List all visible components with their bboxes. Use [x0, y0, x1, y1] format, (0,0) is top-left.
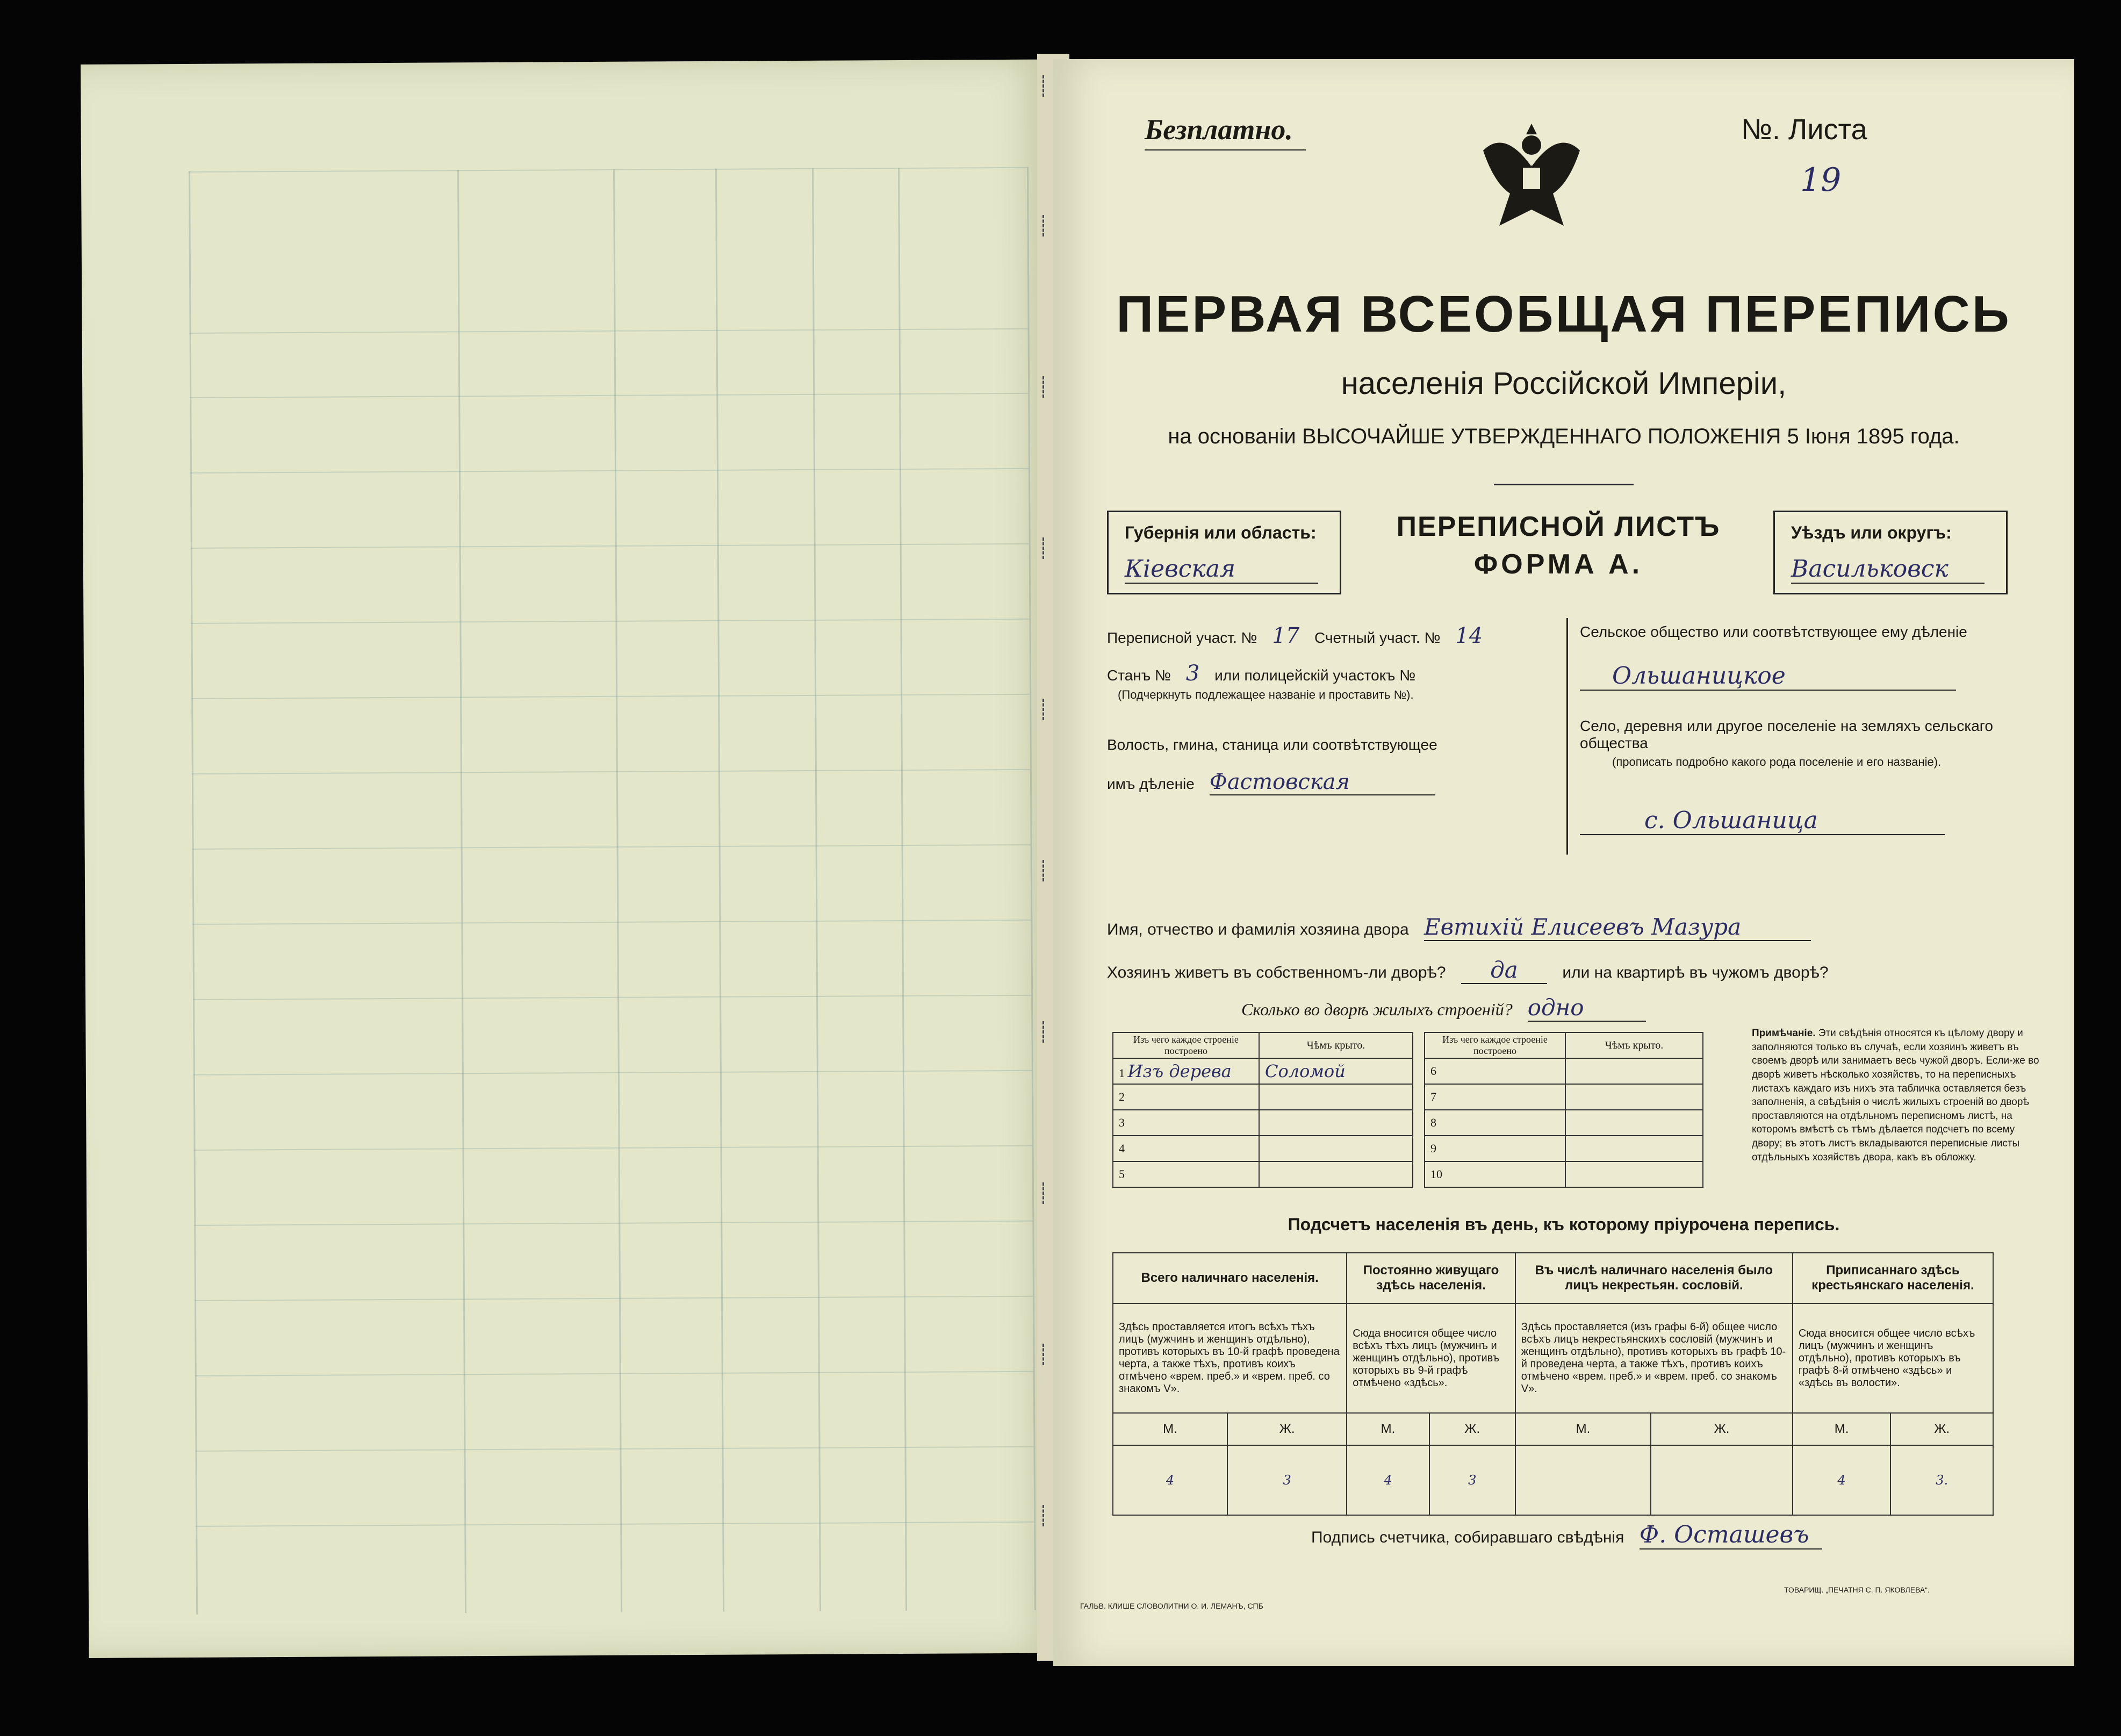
zh-label: Ж. [1227, 1413, 1347, 1445]
guberniya-box [1107, 511, 1341, 594]
col-material-header: Изъ чего каждое строеніе построено [1425, 1032, 1565, 1058]
buildings-table [1112, 1032, 1730, 1188]
left-fields [1107, 623, 1548, 795]
volost-label-2: имъ дѣленіе [1107, 776, 1195, 792]
left-page [81, 60, 1056, 1658]
volost-label-1: Волость, гмина, станица или соотвѣтствующее [1107, 736, 1437, 753]
stan-note: (Подчеркнуть подлежащее названіе и проставить №). [1118, 688, 1414, 701]
permanent-men: 4 [1347, 1445, 1429, 1515]
form-name: ФОРМА А. [1473, 549, 1643, 580]
grid-line [613, 169, 622, 1612]
col-registered-desc: Сюда вносится общее число всѣхъ лицъ (мужчинъ и женщинъ отдѣльно), противъ которыхъ въ графѣ 8-й отмѣчено «здѣсь» и «здѣсь въ волости». [1793, 1303, 1993, 1413]
grid-line [812, 168, 821, 1611]
legal-basis: на основаніи ВЫСОЧАЙШЕ УТВЕРЖДЕННАГО ПОЛОЖЕНІЯ 5 Іюня 1895 года. [1168, 425, 1960, 448]
total-men: 4 [1113, 1445, 1227, 1515]
count-district-value: 14 [1455, 623, 1483, 648]
census-count-heading: Подсчетъ населенія въ день, къ которому пріурочена перепись. [1288, 1215, 1840, 1234]
grid-line [715, 169, 724, 1612]
m-label: М. [1793, 1413, 1891, 1445]
buildings-row [1241, 994, 1646, 1022]
main-title: ПЕРВАЯ ВСЕОБЩАЯ ПЕРЕПИСЬ [1116, 285, 2011, 343]
table-row: 5 [1113, 1161, 1413, 1187]
yard-row [1107, 957, 2047, 984]
own-yard-label: Хозяинъ живетъ въ собственномъ-ли дворѣ? [1107, 964, 1446, 981]
stan-value: 3 [1185, 661, 1200, 686]
nonpeasant-men [1515, 1445, 1651, 1515]
printer-left: ГАЛЬВ. КЛИШЕ СЛОВОЛИТНИ О. И. ЛЕМАНЪ, СПБ [1080, 1602, 1263, 1610]
table-row: 4 [1113, 1136, 1413, 1161]
permanent-women: 3 [1429, 1445, 1515, 1515]
col-permanent-desc: Сюда вносится общее число всѣхъ тѣхъ лицъ (мужчинъ и женщинъ отдѣльно), противъ которыхъ въ 9-й графѣ отмѣчено «здѣсь». [1347, 1303, 1515, 1413]
right-fields [1580, 623, 2031, 835]
table-row: 3 [1113, 1110, 1413, 1136]
note-title: Примѣчаніе. [1752, 1028, 1816, 1039]
registered-men: 4 [1793, 1445, 1891, 1515]
buildings-note [1752, 1027, 2042, 1164]
stan-label: Станъ № [1107, 667, 1171, 684]
free-label: Безплатно. [1145, 113, 1293, 146]
printer-right: ТОВАРИЩ. „ПЕЧАТНЯ С. П. ЯКОВЛЕВА“. [1784, 1586, 1930, 1594]
col-nonpeasant-desc: Здѣсь проставляется (изъ графы 6-й) общее число всѣхъ лицъ некрестьянскихъ сословій (мужчинъ и женщинъ отдѣльно), противъ которыхъ въ графѣ 10-й проведена черта, а также тѣхъ, противъ коихъ отмѣчено «врем. преб.» и «врем. преб. со знакомъ V». [1515, 1303, 1793, 1413]
note-text: Эти свѣдѣнія относятся къ цѣлому двору и заполняются только въ случаѣ, если хозяинъ живетъ въ своемъ дворѣ или занимаетъ весь чужой дворъ. Если-же во дворѣ живетъ нѣсколько хозяйствъ, то на переписныхъ листахъ каждаго изъ нихъ эта табличка оставляется безъ заполненія, а свѣдѣнія о числѣ жилыхъ строеній во дворѣ проставляются на отдѣльномъ переписномъ листѣ, на которомъ вмѣстѣ съ тѣмъ дѣлается подсчетъ по всему двору; въ этотъ листъ вкладываются переписные листы отдѣльныхъ хозяйствъ двора, какъ въ обложку. [1752, 1028, 2039, 1163]
village-society-value: Ольшаницкое [1580, 662, 1956, 691]
grid-line [192, 920, 1031, 925]
sheet-title-block [1354, 511, 1763, 580]
guberniya-label: Губернія или область: [1125, 523, 1317, 542]
census-count-table [1112, 1252, 1994, 1516]
grid-line [193, 1070, 1032, 1075]
sheet-title: ПЕРЕПИСНОЙ ЛИСТЪ [1396, 511, 1721, 542]
table-row: 6 [1425, 1058, 1703, 1084]
zh-label: Ж. [1429, 1413, 1515, 1445]
grid-line [195, 1371, 1033, 1376]
grid-line [192, 769, 1030, 774]
grid-line [190, 328, 1028, 334]
table-row: 2 [1113, 1084, 1413, 1110]
grid-line [194, 1221, 1032, 1226]
sheet-number-label: №. Листа [1741, 113, 1867, 146]
zh-label: Ж. [1651, 1413, 1793, 1445]
grid-line [196, 1446, 1034, 1452]
uezd-label: Уѣздъ или округъ: [1791, 523, 1952, 542]
settlement-note: (прописать подробно какого рода поселеніе и его названіе). [1612, 755, 1942, 769]
census-form-page [1053, 59, 2074, 1666]
rent-label: или на квартирѣ въ чужомъ дворѣ? [1562, 964, 1829, 981]
grid-line [190, 393, 1028, 398]
count-district-label: Счетный участ. № [1314, 629, 1441, 646]
col-material-header: Изъ чего каждое строеніе построено [1113, 1032, 1259, 1058]
owner-value: Евтихій Елисеевъ Мазура [1424, 914, 1811, 941]
police-label: или полицейскій участокъ № [1214, 667, 1416, 684]
own-yard-value: да [1461, 957, 1547, 984]
nonpeasant-women [1651, 1445, 1793, 1515]
grid-line [191, 619, 1029, 624]
total-women: 3 [1227, 1445, 1347, 1515]
col-roof-header: Чѣмъ крыто. [1565, 1032, 1703, 1058]
sheet-number-value: 19 [1800, 161, 1842, 199]
signature-value: Ф. Осташевъ [1640, 1521, 1822, 1550]
table-row: 1 Изъ дерева Соломой [1113, 1058, 1413, 1084]
signature-label: Подпись счетчика, собиравшаго свѣдѣнія [1311, 1529, 1624, 1546]
owner-label: Имя, отчество и фамилія хозяина двора [1107, 921, 1409, 938]
guberniya-value: Кіевская [1125, 555, 1318, 584]
grid-line [190, 468, 1029, 474]
buildings-label: Сколько во дворѣ жилыхъ строеній? [1241, 1000, 1513, 1019]
zh-label: Ж. [1890, 1413, 1993, 1445]
col-total-title: Всего наличнаго населенія. [1113, 1253, 1347, 1303]
col-permanent-title: Постоянно живущаго здѣсь населенія. [1347, 1253, 1515, 1303]
settlement-label: Село, деревня или другое поселеніе на земляхъ сельскаго общества [1580, 718, 1993, 751]
table-row: 7 [1425, 1084, 1703, 1110]
buildings-table-right [1424, 1032, 1703, 1188]
registered-women: 3. [1890, 1445, 1993, 1515]
grid-line [191, 694, 1030, 699]
m-label: М. [1113, 1413, 1227, 1445]
uezd-box [1773, 511, 2008, 594]
grid-line [193, 995, 1031, 1000]
table-row: 9 [1425, 1136, 1703, 1161]
buildings-table-left [1112, 1032, 1413, 1188]
grid-line [196, 1522, 1034, 1527]
village-society-label: Сельское общество или соотвѣтствующее ему дѣленіе [1580, 623, 1967, 640]
signature-row [1311, 1521, 1822, 1550]
grid-line [457, 170, 466, 1613]
owner-row [1107, 914, 2047, 941]
col-registered-title: Приписаннаго здѣсь крестьянскаго населенія. [1793, 1253, 1993, 1303]
col-nonpeasant-title: Въ числѣ наличнаго населенія было лицъ некрестьян. сословій. [1515, 1253, 1793, 1303]
grid-line [189, 171, 198, 1615]
grid-line [194, 1145, 1032, 1151]
census-district-label: Переписной участ. № [1107, 629, 1257, 646]
double-headed-eagle-icon [1472, 107, 1591, 253]
grid-line [898, 168, 907, 1611]
grid-line [191, 543, 1029, 549]
field-divider [1566, 618, 1568, 855]
col-roof-header: Чѣмъ крыто. [1259, 1032, 1413, 1058]
buildings-value: одно [1528, 994, 1646, 1022]
m-label: М. [1347, 1413, 1429, 1445]
grid-line [195, 1296, 1033, 1301]
uezd-value: Васильковск [1791, 555, 1985, 584]
grid-line [192, 844, 1031, 850]
table-row: 10 [1425, 1161, 1703, 1187]
ornament-divider [1494, 484, 1634, 485]
grid-line [1027, 167, 1036, 1610]
volost-value: Фастовская [1210, 770, 1435, 795]
subtitle: населенія Россійской Имперіи, [1341, 366, 1787, 401]
grid-line [189, 167, 1027, 173]
m-label: М. [1515, 1413, 1651, 1445]
col-total-desc: Здѣсь проставляется итогъ всѣхъ тѣхъ лицъ (мужчинъ и женщинъ отдѣльно), противъ которыхъ въ 10-й графѣ проведена черта, а также тѣхъ, противъ коихъ отмѣчено «врем. преб.» и «врем. преб. со знакомъ V». [1113, 1303, 1347, 1413]
settlement-value: с. Ольшаница [1580, 807, 1945, 835]
table-row: 8 [1425, 1110, 1703, 1136]
census-district-value: 17 [1272, 623, 1300, 648]
